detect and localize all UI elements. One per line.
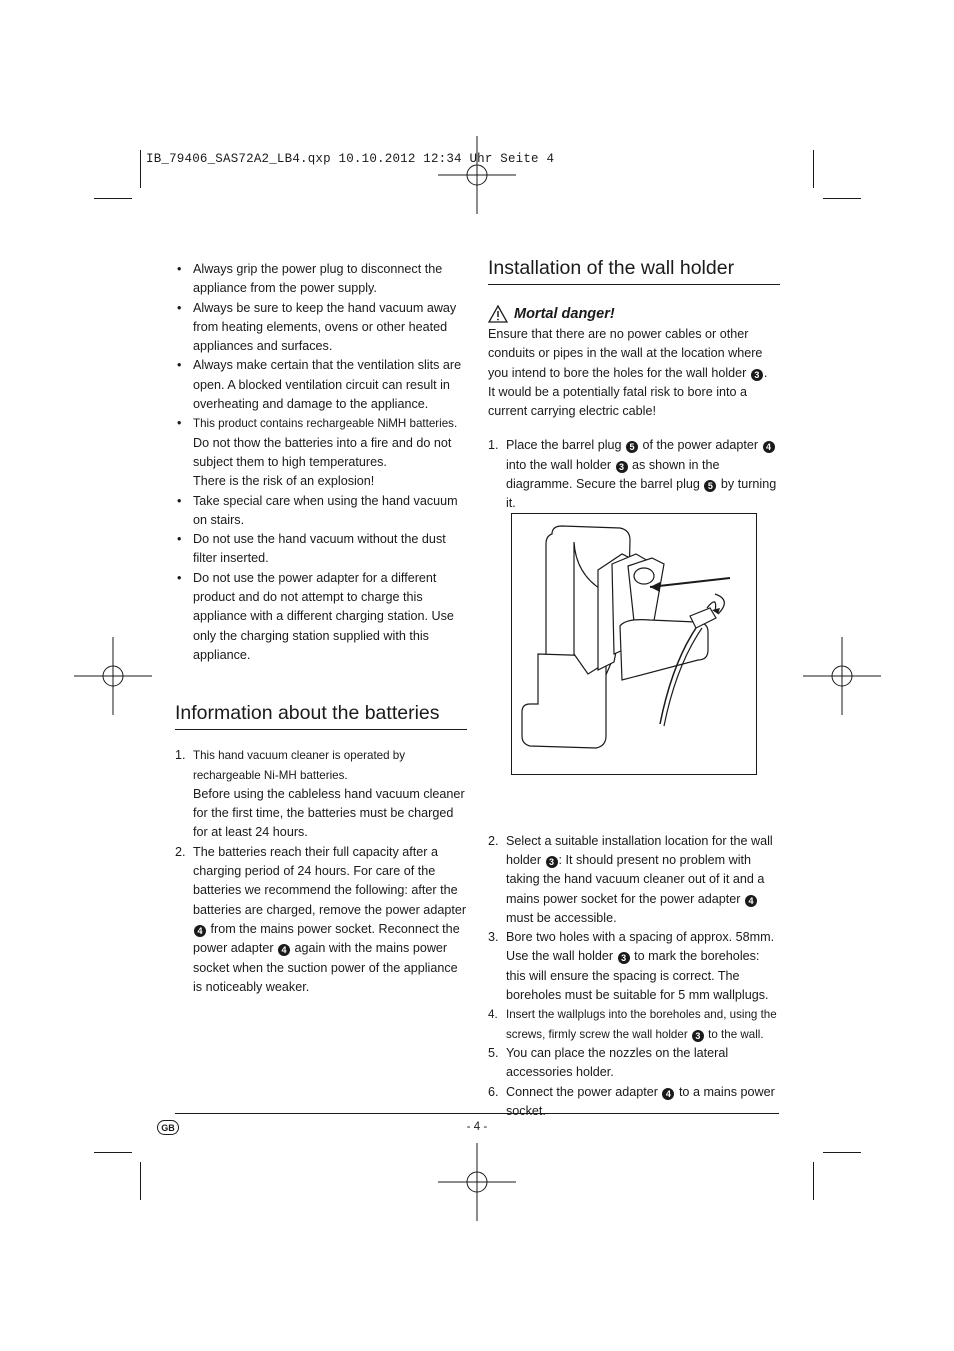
step-number: 2. bbox=[175, 844, 186, 859]
step-text: to mark the boreholes: this will ensure the spacing is correct. The boreholes must be suitable for 5 mm wallplugs. bbox=[506, 949, 769, 1003]
list-item bbox=[488, 832, 780, 928]
danger-heading bbox=[488, 303, 780, 325]
step-text: This hand vacuum cleaner is operated by rechargeable Ni-MH batteries. bbox=[193, 749, 406, 782]
step-text: Bore two holes with a spacing of approx. 58mm. Use the wall holder bbox=[506, 930, 775, 964]
step-text: must be accessible. bbox=[506, 910, 617, 925]
step-text: The batteries reach their full capacity after a charging period of 24 hours. For care of the batteries we recommend the following: after the batteries are charged, remove the power adapter bbox=[193, 844, 467, 917]
list-item bbox=[175, 843, 467, 997]
part-badge-icon: 4 bbox=[278, 944, 290, 956]
step-text: : It should present no problem with taking the hand vacuum cleaner out of it and a mains power socket for the power adapter bbox=[506, 852, 765, 906]
danger-title: Mortal danger! bbox=[514, 306, 615, 322]
step-text: Insert the wallplugs into the boreholes and, using the screws, firmly screw the wall holder bbox=[506, 1008, 777, 1041]
crop-mark bbox=[94, 198, 132, 199]
warning-triangle-icon bbox=[488, 305, 508, 323]
list-item-text: There is the risk of an explosion! bbox=[193, 474, 375, 489]
step-number: 1. bbox=[488, 438, 499, 453]
list-item: • Always grip the power plug to disconnect the appliance from the power supply. bbox=[175, 260, 467, 299]
install-steps bbox=[488, 832, 780, 1121]
danger-text-line: Ensure that there are no power cables or other conduits or pipes in the wall at the location where you intend to bore the holes for the wall holder bbox=[488, 327, 763, 380]
part-badge-icon: 4 bbox=[763, 441, 775, 453]
crop-mark bbox=[813, 1162, 814, 1200]
section-heading: Information about the batteries bbox=[175, 700, 467, 730]
danger-text: Ensure that there are no power cables or other conduits or pipes in the wall at the location where you intend to bore the holes for the wall holder 3 . bbox=[488, 327, 768, 380]
crop-mark bbox=[813, 150, 814, 188]
registration-mark-icon bbox=[803, 637, 881, 715]
registration-mark-icon bbox=[438, 1143, 516, 1221]
list-item-text: Do not thow the batteries into a fire and do not subject them to high temperatures. bbox=[193, 435, 452, 469]
battery-steps bbox=[175, 746, 467, 997]
step-text: again with the mains power socket when the suction power of the appliance is noticeably weaker. bbox=[193, 941, 458, 994]
list-item: • Do not use the power adapter for a different product and do not attempt to charge this appliance with a different charging station. Use only the charging station supplied with this appliance. bbox=[175, 569, 467, 665]
list-item bbox=[175, 746, 467, 842]
step-number: 4. bbox=[488, 1008, 498, 1022]
step-text: into the wall holder bbox=[506, 457, 612, 472]
step-number: 3. bbox=[488, 930, 499, 945]
wall-holder-drawing-icon bbox=[512, 514, 756, 774]
list-item: • Always be sure to keep the hand vacuum away from heating elements, ovens or other heated appliances and surfaces. bbox=[175, 299, 467, 357]
part-badge-icon: 4 bbox=[662, 1088, 674, 1100]
part-badge-icon: 3 bbox=[546, 856, 558, 868]
step-text: Connect the power adapter bbox=[506, 1084, 658, 1099]
part-badge-icon: 4 bbox=[745, 895, 757, 907]
list-item bbox=[488, 1083, 780, 1122]
crop-mark bbox=[140, 150, 141, 188]
step-number: 2. bbox=[488, 833, 499, 848]
step-text: Before using the cableless hand vacuum cleaner for the first time, the batteries must be charged for at least 24 hours. bbox=[193, 786, 465, 840]
list-item bbox=[488, 928, 780, 1005]
step-text: You can place the nozzles on the lateral accessories holder. bbox=[506, 1045, 729, 1080]
step-text: from the mains power socket. Reconnect the power adapter bbox=[193, 921, 460, 956]
print-slug: IB_79406_SAS72A2_LB4.qxp 10.10.2012 12:34 Uhr Seite 4 bbox=[146, 152, 555, 166]
list-item bbox=[175, 414, 467, 491]
danger-text-line: It would be a potentially fatal risk to bore into a current carrying electric cable! bbox=[488, 384, 748, 419]
part-badge-icon: 4 bbox=[194, 925, 206, 937]
footer-rule bbox=[175, 1113, 779, 1114]
list-item: • Do not use the hand vacuum without the dust filter inserted. bbox=[175, 530, 467, 569]
list-item bbox=[488, 1005, 780, 1044]
part-badge-icon: 5 bbox=[626, 441, 638, 453]
list-item: • Take special care when using the hand vacuum on stairs. bbox=[175, 492, 467, 531]
step-text: Place the barrel plug bbox=[506, 438, 622, 453]
step-text: to the wall. bbox=[708, 1027, 764, 1041]
list-item: • Always make certain that the ventilation slits are open. A blocked ventilation circuit can result in overheating and damage to the appliance. bbox=[175, 356, 467, 414]
step-number: 1. bbox=[175, 748, 186, 763]
crop-mark bbox=[823, 198, 861, 199]
step-number: 6. bbox=[488, 1084, 499, 1099]
part-badge-icon: 3 bbox=[692, 1030, 704, 1042]
crop-mark bbox=[823, 1152, 861, 1153]
step-text: as shown in the diagramme. Secure the barrel plug bbox=[506, 457, 720, 492]
list-item bbox=[488, 436, 780, 513]
list-item bbox=[488, 1044, 780, 1083]
part-badge-icon: 3 bbox=[618, 952, 630, 964]
crop-mark bbox=[140, 1162, 141, 1200]
safety-list bbox=[175, 260, 467, 665]
section-heading: Installation of the wall holder bbox=[488, 255, 780, 285]
registration-mark-icon bbox=[74, 637, 152, 715]
part-badge-icon: 5 bbox=[704, 480, 716, 492]
left-column bbox=[175, 260, 467, 997]
part-badge-icon: 3 bbox=[616, 461, 628, 473]
list-item-text: This product contains rechargeable NiMH batteries. bbox=[193, 417, 458, 431]
step-text: to a mains power socket. bbox=[506, 1084, 775, 1118]
install-step-1 bbox=[488, 436, 780, 513]
page-number: - 4 - bbox=[466, 1121, 488, 1133]
step-text: of the power adapter bbox=[642, 438, 759, 453]
step-number: 5. bbox=[488, 1045, 499, 1060]
registration-mark-icon bbox=[438, 136, 516, 214]
language-badge: GB bbox=[157, 1120, 179, 1135]
step-text: Select a suitable installation location for the wall holder bbox=[506, 833, 773, 867]
crop-mark bbox=[94, 1152, 132, 1153]
wall-holder-illustration bbox=[511, 513, 757, 775]
part-badge-icon: 3 bbox=[751, 369, 763, 381]
step-text: by turning it. bbox=[506, 477, 777, 511]
